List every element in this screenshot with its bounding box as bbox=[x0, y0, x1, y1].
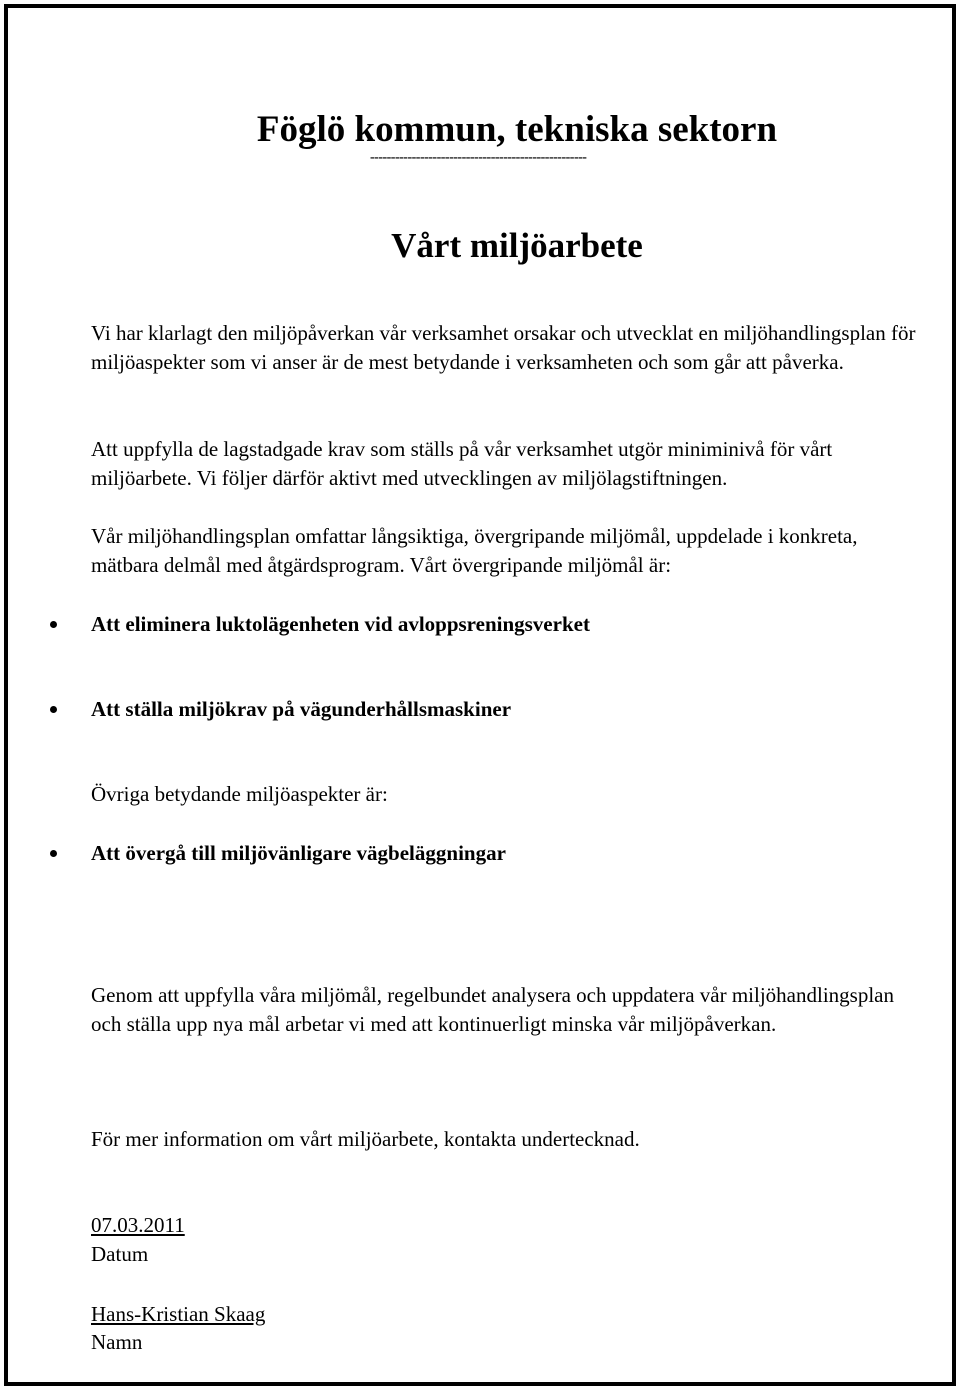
bullet-icon bbox=[50, 706, 57, 713]
name-value: Hans-Kristian Skaag bbox=[91, 1302, 266, 1326]
aspect-item bbox=[50, 841, 930, 866]
paragraph-intro: Vi har klarlagt den miljöpåverkan vår verksamhet orsakar och utvecklat en miljöhandlingsplan för miljöaspekter som vi anser är de mest betydande i verksamheten och som går att påverka. bbox=[91, 321, 916, 374]
goal-text: Att eliminera luktolägenheten vid avloppsreningsverket bbox=[91, 612, 590, 636]
document-title: Vårt miljöarbete bbox=[391, 226, 643, 265]
paragraph-plan: Vår miljöhandlingsplan omfattar långsiktiga, övergripande miljömål, uppdelade i konkreta, mätbara delmål med åtgärdsprogram. Vårt övergripande miljömål är: bbox=[91, 524, 858, 577]
bullet-icon bbox=[50, 621, 57, 628]
date-label: Datum bbox=[91, 1242, 149, 1266]
paragraph-legal: Att uppfylla de lagstadgade krav som ställs på vår verksamhet utgör miniminivå för vårt miljöarbete. Vi följer därför aktivt med utvecklingen av miljölagstiftningen. bbox=[91, 437, 833, 490]
page-border bbox=[4, 4, 956, 1386]
goal-item bbox=[50, 612, 930, 637]
title-separator: ---------------------------------------------------- bbox=[370, 150, 587, 165]
goal-text: Att ställa miljökrav på vägunderhållsmaskiner bbox=[91, 697, 512, 721]
paragraph-conclusion: Genom att uppfylla våra miljömål, regelbundet analysera och uppdatera vår miljöhandlingsplan och ställa upp nya mål arbetar vi med att kontinuerligt minska vår miljöpåverkan. bbox=[91, 983, 894, 1036]
organization-title: Föglö kommun, tekniska sektorn bbox=[256, 109, 778, 150]
date-value: 07.03.2011 bbox=[91, 1213, 185, 1237]
goal-item bbox=[50, 697, 930, 722]
aspect-text: Att övergå till miljövänligare vägbeläggningar bbox=[91, 841, 506, 865]
bullet-icon bbox=[50, 850, 57, 857]
name-label: Namn bbox=[91, 1330, 143, 1354]
paragraph-contact: För mer information om vårt miljöarbete, kontakta undertecknad. bbox=[91, 1127, 640, 1151]
other-aspects-heading: Övriga betydande miljöaspekter är: bbox=[91, 782, 388, 806]
